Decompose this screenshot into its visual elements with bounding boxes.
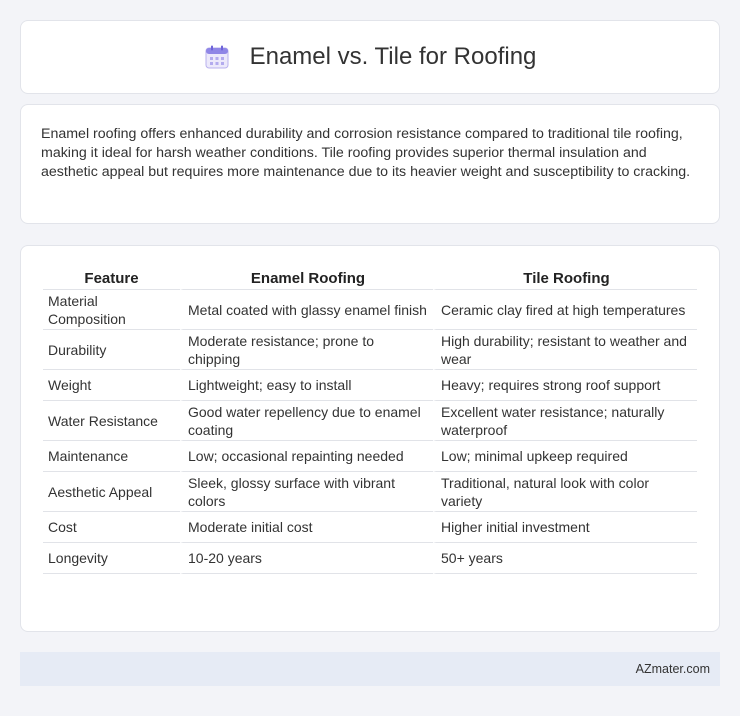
enamel-cell: Good water repellency due to enamel coating	[180, 401, 433, 441]
table-row	[43, 370, 697, 401]
tile-cell: Traditional, natural look with color variety	[433, 472, 697, 512]
title-card	[20, 20, 720, 94]
enamel-cell: Moderate initial cost	[180, 512, 433, 543]
enamel-cell: Metal coated with glassy enamel finish	[180, 290, 433, 330]
enamel-cell: Sleek, glossy surface with vibrant colors	[180, 472, 433, 512]
feature-cell: Material Composition	[43, 290, 180, 330]
feature-cell: Weight	[43, 370, 180, 401]
tile-cell: Low; minimal upkeep required	[433, 441, 697, 472]
tile-cell: High durability; resistant to weather and wear	[433, 330, 697, 370]
page-title: Enamel vs. Tile for Roofing	[249, 43, 537, 70]
tile-cell: Ceramic clay fired at high temperatures	[433, 290, 697, 330]
table-row	[43, 543, 697, 574]
feature-cell: Durability	[43, 330, 180, 370]
summary-card	[20, 104, 720, 224]
table-row	[43, 401, 697, 441]
tile-cell: 50+ years	[433, 543, 697, 574]
enamel-cell: Low; occasional repainting needed	[180, 441, 433, 472]
tile-cell: Excellent water resistance; naturally waterproof	[433, 401, 697, 441]
table-row	[43, 441, 697, 472]
table-row	[43, 472, 697, 512]
feature-cell: Cost	[43, 512, 180, 543]
header-enamel-roofing: Enamel Roofing	[180, 266, 433, 290]
header-tile-roofing: Tile Roofing	[433, 266, 697, 290]
header-feature: Feature	[43, 266, 180, 290]
table-row	[43, 330, 697, 370]
feature-cell: Maintenance	[43, 441, 180, 472]
summary-text: Enamel roofing offers enhanced durability and corrosion resistance compared to traditional tile roofing, making it ideal for harsh weather conditions. Tile roofing provides superior thermal insulation and aesthetic appeal but requires more maintenance due to its heavier weight and susceptibility to cracking.	[41, 126, 691, 180]
feature-cell: Longevity	[43, 543, 180, 574]
enamel-cell: 10-20 years	[180, 543, 433, 574]
enamel-cell: Moderate resistance; prone to chipping	[180, 330, 433, 370]
footer-brand: AZmater.com	[635, 662, 710, 676]
table-row	[43, 290, 697, 330]
feature-cell: Water Resistance	[43, 401, 180, 441]
tile-cell: Heavy; requires strong roof support	[433, 370, 697, 401]
table-header-row	[43, 266, 697, 290]
tile-cell: Higher initial investment	[433, 512, 697, 543]
calendar-icon	[204, 44, 230, 70]
enamel-cell: Lightweight; easy to install	[180, 370, 433, 401]
comparison-table	[43, 266, 697, 574]
footer	[20, 652, 720, 686]
feature-cell: Aesthetic Appeal	[43, 472, 180, 512]
comparison-table-card	[20, 245, 720, 632]
table-row	[43, 512, 697, 543]
